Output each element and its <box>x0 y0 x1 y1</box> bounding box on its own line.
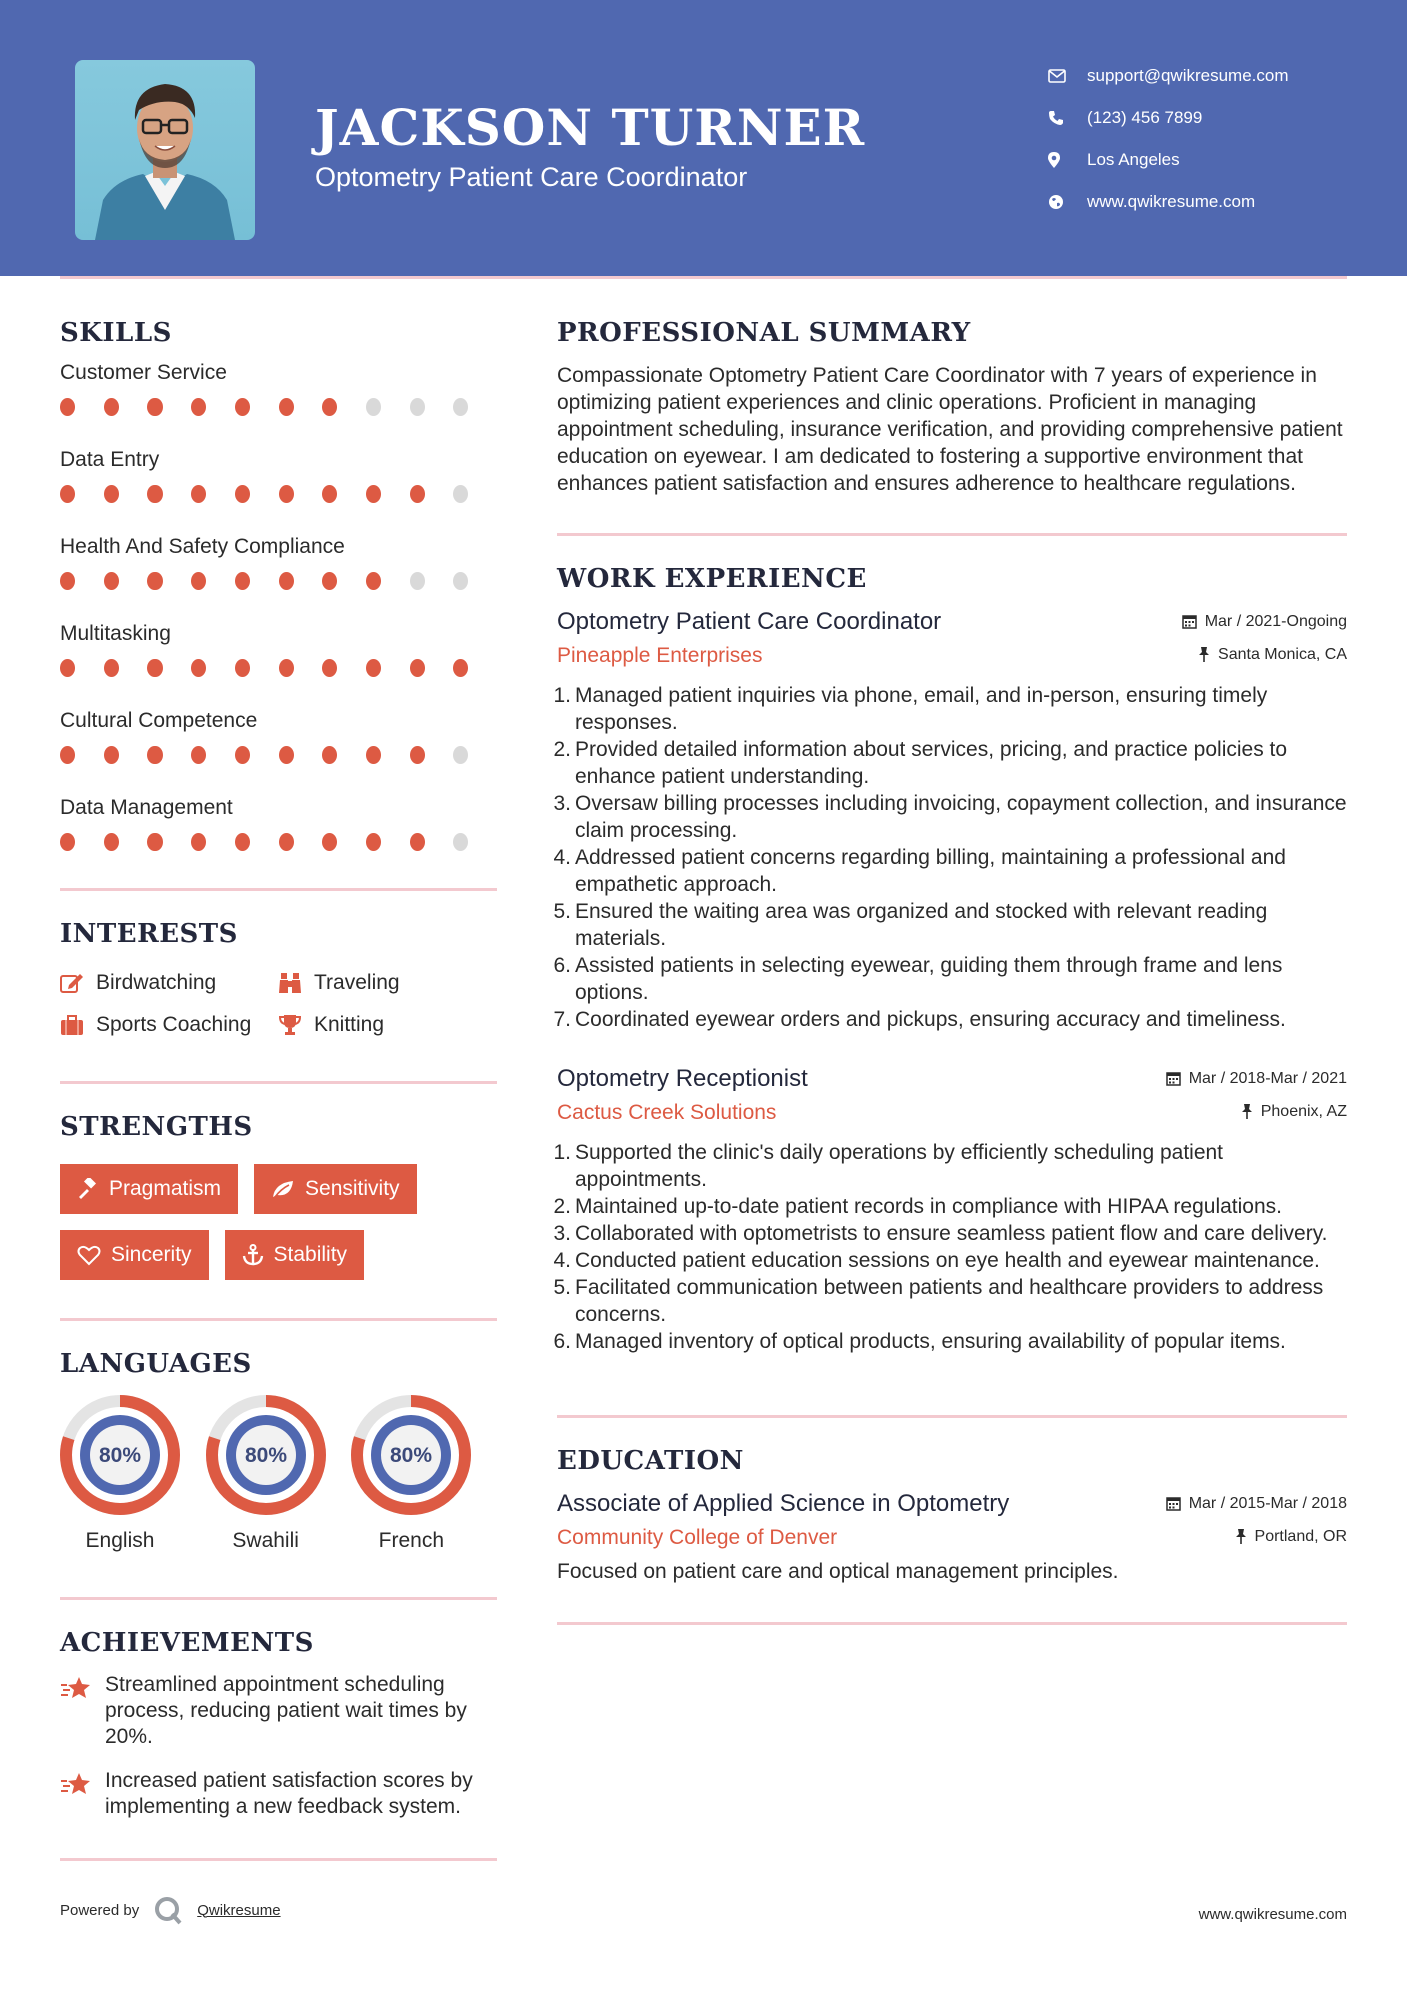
bullet-number: 1. <box>553 1141 571 1164</box>
job-bullets <box>553 682 1347 1033</box>
job-bullet <box>553 1247 1347 1274</box>
job-bullet <box>553 1139 1347 1193</box>
job-bullet <box>553 898 1347 952</box>
skill-name: Health And Safety Compliance <box>60 535 345 558</box>
rating-dot-filled <box>366 572 381 590</box>
rating-dot-empty <box>366 398 381 416</box>
job-bullet <box>553 736 1347 790</box>
language-progress-ring <box>351 1395 471 1515</box>
skill-row <box>60 621 497 694</box>
rating-dot-filled <box>279 572 294 590</box>
qwikresume-logo-icon <box>153 1895 183 1925</box>
job-bullet <box>553 952 1347 1006</box>
rating-dot-empty <box>453 398 468 416</box>
section-divider <box>557 1415 1347 1418</box>
achievements-title: ACHIEVEMENTS <box>60 1628 314 1658</box>
section-divider <box>60 1081 497 1084</box>
interest-label: Birdwatching <box>96 971 217 994</box>
bullet-text: Conducted patient education sessions on eye health and eyewear maintenance. <box>575 1249 1320 1272</box>
bullet-number: 3. <box>553 1222 571 1245</box>
bullet-number: 5. <box>553 1276 571 1299</box>
rating-dot-filled <box>322 398 337 416</box>
education-section <box>557 1446 1347 1584</box>
rating-dot-filled <box>60 833 75 851</box>
job-company: Cactus Creek Solutions <box>557 1101 777 1124</box>
language-percent-label: 80% <box>244 1444 287 1467</box>
rating-dot-filled <box>322 572 337 590</box>
strength-label: Pragmatism <box>109 1177 222 1200</box>
skill-row <box>60 360 497 433</box>
degree-title: Associate of Applied Science in Optometry <box>557 1490 1010 1517</box>
language-item <box>351 1395 497 1553</box>
rating-dot-filled <box>104 659 119 677</box>
rating-dot-filled <box>191 485 206 503</box>
bullet-text: Assisted patients in selecting eyewear, guiding them through frame and lens options. <box>575 954 1283 1004</box>
skill-row <box>60 447 497 520</box>
job-dates-text: Mar / 2021-Ongoing <box>1204 612 1347 630</box>
rating-dot-empty <box>453 572 468 590</box>
achievements-section <box>60 1628 497 1820</box>
skill-row <box>60 708 497 781</box>
rating-dot-empty <box>453 746 468 764</box>
job-dates <box>1182 613 1347 631</box>
rating-dot-filled <box>235 485 250 503</box>
heart-icon <box>77 1245 101 1266</box>
rating-dot-filled <box>279 398 294 416</box>
job-entry <box>553 608 1347 1033</box>
school-name: Community College of Denver <box>557 1526 838 1549</box>
powered-by-text: Powered by <box>60 1901 140 1919</box>
contact-email-text: support@qwikresume.com <box>1087 66 1289 85</box>
skill-rating <box>60 746 497 764</box>
bullet-number: 2. <box>553 1195 571 1218</box>
bullet-text: Addressed patient concerns regarding billing, maintaining a professional and empathetic approach. <box>575 846 1286 896</box>
skill-rating <box>60 572 497 590</box>
job-location-text: Phoenix, AZ <box>1260 1102 1347 1120</box>
rating-dot-filled <box>453 659 468 677</box>
summary-text: Compassionate Optometry Patient Care Coordinator with 7 years of experience in optimizing patient experiences and clinic operations. Proficient in managing appointment scheduling, insurance verification, and providing comprehensive patient education on eyewear. I am dedicated to fostering a supportive environment that enhances patient satisfaction and ensures adherence to healthcare regulations. <box>557 364 1343 495</box>
rating-dot-filled <box>322 659 337 677</box>
job-dates-text: Mar / 2018-Mar / 2021 <box>1188 1069 1347 1087</box>
section-divider <box>60 1597 497 1600</box>
education-dates-text: Mar / 2015-Mar / 2018 <box>1188 1494 1347 1512</box>
language-item <box>206 1395 352 1553</box>
rating-dot-empty <box>410 572 425 590</box>
interest-label: Sports Coaching <box>96 1013 252 1036</box>
rating-dot-filled <box>147 485 162 503</box>
bullet-text: Provided detailed information about services, pricing, and practice policies to enhance patient understanding. <box>575 738 1288 788</box>
rating-dot-filled <box>279 746 294 764</box>
job-bullet <box>553 1193 1347 1220</box>
language-progress-ring <box>60 1395 180 1515</box>
bullet-number: 3. <box>553 792 571 815</box>
section-divider <box>60 1858 497 1861</box>
achievement-text: Increased patient satisfaction scores by implementing a new feedback system. <box>105 1769 473 1818</box>
skill-rating <box>60 398 497 416</box>
strengths-section <box>60 1112 497 1280</box>
strength-chip <box>60 1230 209 1280</box>
trophy-icon <box>278 1014 314 1036</box>
skill-name: Data Management <box>60 796 233 819</box>
bullet-text: Supported the clinic's daily operations by efficiently scheduling patient appointments. <box>575 1141 1224 1191</box>
language-percent-label: 80% <box>390 1444 433 1467</box>
strength-label: Stability <box>273 1243 348 1266</box>
rating-dot-filled <box>235 572 250 590</box>
avatar <box>75 60 255 240</box>
education-location <box>1235 1528 1347 1546</box>
bullet-text: Collaborated with optometrists to ensure seamless patient flow and care delivery. <box>575 1222 1328 1245</box>
education-title: EDUCATION <box>557 1446 744 1476</box>
bullet-number: 6. <box>553 954 571 977</box>
skills-section <box>60 318 497 868</box>
skill-name: Multitasking <box>60 622 171 645</box>
summary-section <box>557 318 1347 497</box>
interest-item <box>278 1013 478 1037</box>
profile-photo <box>75 60 255 240</box>
bullet-number: 1. <box>553 684 571 707</box>
rating-dot-filled <box>191 833 206 851</box>
rating-dot-filled <box>191 398 206 416</box>
bullet-number: 4. <box>553 846 571 869</box>
education-location-text: Portland, OR <box>1254 1527 1347 1545</box>
contact-list <box>1048 55 1378 223</box>
interests-list <box>60 971 497 1037</box>
map-pin-icon <box>1048 152 1087 168</box>
star-icon <box>60 1672 105 1750</box>
rating-dot-filled <box>410 485 425 503</box>
rating-dot-filled <box>191 659 206 677</box>
language-item <box>60 1395 206 1553</box>
experience-section <box>553 564 1347 1355</box>
interest-item <box>60 971 278 995</box>
languages-section <box>60 1349 497 1553</box>
header-banner <box>0 0 1407 276</box>
rating-dot-filled <box>279 659 294 677</box>
achievement-item <box>60 1672 497 1750</box>
brand-link[interactable]: Qwikresume <box>197 1901 281 1919</box>
right-column <box>553 318 1347 1625</box>
rating-dot-filled <box>60 485 75 503</box>
contact-location-text: Los Angeles <box>1087 150 1180 169</box>
rating-dot-filled <box>147 746 162 764</box>
skill-row <box>60 795 497 868</box>
rating-dot-filled <box>147 572 162 590</box>
rating-dot-filled <box>191 572 206 590</box>
language-progress-ring <box>206 1395 326 1515</box>
job-location <box>1198 646 1347 664</box>
footer-website[interactable]: www.qwikresume.com <box>1198 1906 1347 1923</box>
interest-label: Traveling <box>314 971 400 994</box>
bullet-text: Managed inventory of optical products, ensuring availability of popular items. <box>575 1330 1286 1353</box>
strengths-title: STRENGTHS <box>60 1112 253 1142</box>
job-location <box>1241 1103 1347 1121</box>
pushpin-icon <box>1235 1529 1247 1544</box>
leaf-icon <box>271 1179 295 1199</box>
phone-icon <box>1048 110 1087 126</box>
briefcase-icon <box>60 1014 96 1036</box>
summary-title: PROFESSIONAL SUMMARY <box>557 318 971 348</box>
job-title: Optometry Patient Care Coordinator <box>557 608 942 635</box>
rating-dot-filled <box>104 833 119 851</box>
rating-dot-filled <box>60 572 75 590</box>
language-name: English <box>85 1529 155 1552</box>
skill-row <box>60 534 497 607</box>
contact-phone[interactable] <box>1048 97 1378 139</box>
pencil-square-icon <box>60 972 96 994</box>
bullet-number: 4. <box>553 1249 571 1272</box>
rating-dot-filled <box>60 746 75 764</box>
bullet-text: Ensured the waiting area was organized and stocked with relevant reading materials. <box>575 900 1268 950</box>
bullet-number: 7. <box>553 1008 571 1031</box>
rating-dot-filled <box>147 659 162 677</box>
bullet-text: Oversaw billing processes including invoicing, copayment collection, and insurance claim processing. <box>575 792 1347 842</box>
skill-name: Data Entry <box>60 448 160 471</box>
envelope-icon <box>1048 69 1087 83</box>
rating-dot-filled <box>147 398 162 416</box>
rating-dot-filled <box>60 398 75 416</box>
bullet-text: Coordinated eyewear orders and pickups, ensuring accuracy and timeliness. <box>575 1008 1286 1031</box>
bullet-text: Managed patient inquiries via phone, email, and in-person, ensuring timely responses. <box>575 684 1268 734</box>
anchor-icon <box>242 1244 264 1266</box>
job-bullet <box>553 682 1347 736</box>
job-bullet <box>553 844 1347 898</box>
section-divider <box>557 1622 1347 1625</box>
star-icon <box>60 1768 105 1820</box>
rating-dot-empty <box>410 398 425 416</box>
interest-item <box>60 1013 278 1037</box>
language-percent-label: 80% <box>98 1444 142 1467</box>
rating-dot-filled <box>410 659 425 677</box>
languages-list <box>60 1395 497 1553</box>
section-divider <box>557 533 1347 536</box>
rating-dot-filled <box>104 398 119 416</box>
contact-phone-text: (123) 456 7899 <box>1087 108 1203 127</box>
interest-item <box>278 971 478 995</box>
rating-dot-filled <box>279 485 294 503</box>
skill-rating <box>60 485 497 503</box>
contact-website-text: www.qwikresume.com <box>1087 192 1256 211</box>
rating-dot-filled <box>322 485 337 503</box>
skill-rating <box>60 833 497 851</box>
rating-dot-filled <box>410 746 425 764</box>
section-divider <box>60 888 497 891</box>
rating-dot-filled <box>104 572 119 590</box>
footer-powered-by <box>60 1895 281 1925</box>
section-divider <box>60 1318 497 1321</box>
rating-dot-filled <box>366 833 381 851</box>
rating-dot-filled <box>104 485 119 503</box>
rating-dot-filled <box>410 833 425 851</box>
interest-label: Knitting <box>314 1013 385 1036</box>
skills-list <box>60 360 497 868</box>
skills-title: SKILLS <box>60 318 172 348</box>
education-dates <box>1166 1495 1347 1513</box>
job-entry <box>553 1065 1347 1355</box>
job-bullet <box>553 1006 1347 1033</box>
job-bullet <box>553 1220 1347 1247</box>
candidate-title: Optometry Patient Care Coordinator <box>315 162 748 192</box>
pushpin-icon <box>1241 1104 1253 1119</box>
job-bullet <box>553 790 1347 844</box>
pushpin-icon <box>1198 647 1210 662</box>
rating-dot-filled <box>235 833 250 851</box>
binoculars-icon <box>278 972 314 994</box>
rating-dot-filled <box>235 659 250 677</box>
calendar-icon <box>1182 614 1197 629</box>
languages-title: LANGUAGES <box>60 1349 252 1379</box>
interests-section <box>60 919 497 1037</box>
job-dates <box>1166 1070 1347 1088</box>
rating-dot-filled <box>104 746 119 764</box>
rating-dot-empty <box>453 833 468 851</box>
bullet-text: Maintained up-to-date patient records in compliance with HIPAA regulations. <box>575 1195 1282 1218</box>
left-column <box>60 318 497 1861</box>
language-name: Swahili <box>232 1529 299 1552</box>
rating-dot-filled <box>322 833 337 851</box>
rating-dot-filled <box>322 746 337 764</box>
calendar-icon <box>1166 1071 1181 1086</box>
strength-chip <box>254 1164 417 1214</box>
gavel-icon <box>77 1178 99 1200</box>
rating-dot-filled <box>191 746 206 764</box>
job-title: Optometry Receptionist <box>557 1065 808 1092</box>
skill-rating <box>60 659 497 677</box>
bullet-text: Facilitated communication between patients and healthcare providers to address concerns. <box>575 1276 1324 1326</box>
contact-email[interactable] <box>1048 55 1378 97</box>
rating-dot-filled <box>235 746 250 764</box>
bullet-number: 2. <box>553 738 571 761</box>
strength-chip <box>60 1164 238 1214</box>
rating-dot-empty <box>453 485 468 503</box>
skill-name: Customer Service <box>60 361 227 384</box>
contact-website[interactable] <box>1048 181 1378 223</box>
globe-icon <box>1048 194 1087 210</box>
calendar-icon <box>1166 1496 1181 1511</box>
interests-title: INTERESTS <box>60 919 238 949</box>
strengths-list <box>60 1164 500 1280</box>
job-bullets <box>553 1139 1347 1355</box>
strength-label: Sensitivity <box>305 1177 400 1200</box>
experience-title: WORK EXPERIENCE <box>557 564 867 594</box>
job-location-text: Santa Monica, CA <box>1218 645 1347 663</box>
rating-dot-filled <box>366 485 381 503</box>
achievement-text: Streamlined appointment scheduling process, reducing patient wait times by 20%. <box>105 1673 467 1748</box>
bullet-number: 5. <box>553 900 571 923</box>
language-name: French <box>378 1529 445 1552</box>
job-bullet <box>553 1274 1347 1328</box>
candidate-name: JACKSON TURNER <box>315 98 866 157</box>
rating-dot-filled <box>147 833 162 851</box>
job-company: Pineapple Enterprises <box>557 644 763 667</box>
job-bullet <box>553 1328 1347 1355</box>
header-divider <box>60 276 1347 279</box>
rating-dot-filled <box>279 833 294 851</box>
strength-chip <box>225 1230 365 1280</box>
rating-dot-filled <box>366 659 381 677</box>
education-description: Focused on patient care and optical management principles. <box>557 1560 1119 1583</box>
rating-dot-filled <box>235 398 250 416</box>
rating-dot-filled <box>60 659 75 677</box>
achievement-item <box>60 1768 497 1820</box>
skill-name: Cultural Competence <box>60 709 258 732</box>
bullet-number: 6. <box>553 1330 571 1353</box>
strength-label: Sincerity <box>111 1243 192 1266</box>
contact-location <box>1048 139 1378 181</box>
rating-dot-filled <box>366 746 381 764</box>
